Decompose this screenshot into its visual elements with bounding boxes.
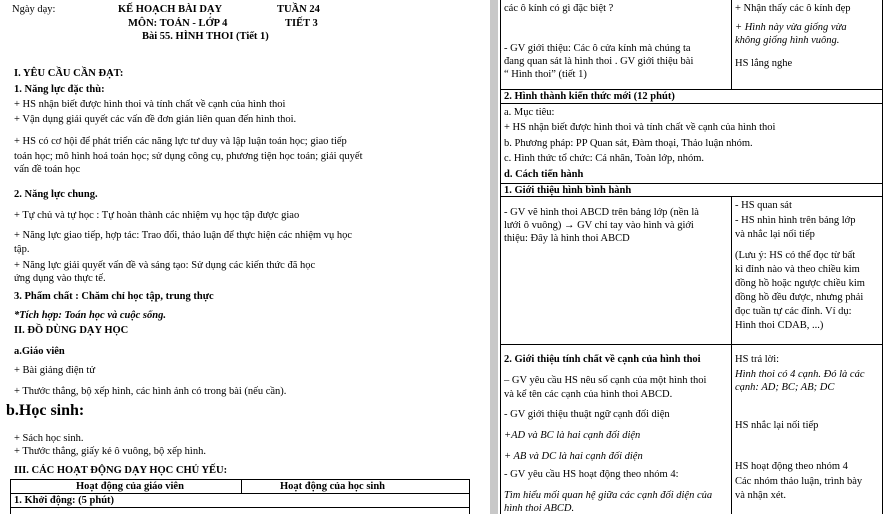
qualities-heading: 3. Phẩm chất : Chăm chỉ học tập, trung thực [14, 291, 214, 302]
specific-competence-heading: 1. Năng lực đặc thù: [14, 84, 105, 95]
text-line: + Bài giảng điện tử [14, 365, 96, 376]
table-header-student: Hoạt động của học sinh [280, 481, 386, 492]
student-materials-heading: b.Học sinh: [6, 402, 85, 419]
text-line: + HS nhận biết được hình thoi và tính chất về cạnh của hình thoi [504, 122, 776, 133]
text-line: b. Phương pháp: PP Quan sát, Đàm thoại, Thảo luận nhóm. [504, 138, 753, 149]
text-line: + Năng lực giải quyết vấn đề và sáng tạo: Sử dụng các kiến thức đã học [14, 260, 316, 271]
text-line: đang quan sát là hình thoi . GV giới thiệu bài [504, 56, 694, 67]
text-line: - HS quan sát [735, 200, 792, 211]
text-line: Các nhóm thảo luận, trình bày [735, 476, 863, 487]
text-line: HS trả lời: [735, 354, 780, 365]
table-border [500, 344, 882, 345]
text-line: + HS nhận biết được hình thoi và tính chất về cạnh của hình thoi [14, 99, 286, 110]
table-border [10, 493, 470, 494]
text-line: + Nhận thấy các ô kính đẹp [735, 3, 851, 14]
intro-rhombus-heading: 1. Giới thiệu hình bình hành [504, 185, 632, 196]
teacher-materials-heading: a.Giáo viên [14, 346, 65, 357]
text-line: – GV yêu cầu HS nêu số cạnh của một hình thoi [504, 375, 707, 386]
table-header-teacher: Hoạt động của giáo viên [76, 481, 184, 492]
text-line: + Hình này vừa giống vừa [735, 22, 847, 33]
integration-note: *Tích hợp: Toán học và cuộc sống. [14, 310, 166, 321]
table-border [731, 0, 732, 89]
lesson-plan-title: KẾ HOẠCH BÀI DẠY [118, 4, 223, 15]
text-line: tập. [14, 244, 30, 255]
text-line: các ô kính có gì đặc biệt ? [504, 3, 614, 14]
text-line: ứng dụng vào thực tế. [14, 273, 106, 284]
text-line: a. Mục tiêu: [504, 107, 555, 118]
table-border [500, 89, 882, 90]
general-competence-heading: 2. Năng lực chung. [14, 189, 98, 200]
text-line: HS nhắc lại nối tiếp [735, 420, 819, 431]
text-line: đồng hồ đều được, nhưng phải [735, 292, 864, 303]
procedure-heading: d. Cách tiến hành [504, 169, 584, 180]
table-border [731, 196, 732, 514]
text-line: + AB và DC là hai cạnh đối diện [504, 451, 643, 462]
text-line: thiệu: Đây là hình thoi ABCD [504, 233, 630, 244]
text-line: + Thước thẳng, giấy kẻ ô vuông, bộ xếp hình. [14, 446, 206, 457]
text-line: cạnh: AD; BC; AB; DC [735, 382, 835, 393]
text-line: Tìm hiểu mối quan hệ giữa các cạnh đối diện của [504, 490, 713, 501]
table-border [500, 103, 882, 104]
text-line: + Năng lực giao tiếp, hợp tác: Trao đổi, thảo luận để thực hiện các nhiệm vụ học [14, 230, 353, 241]
text-line: - HS nhìn hình trên bảng lớp [735, 215, 856, 226]
text-line: c. Hình thức tổ chức: Cá nhân, Toàn lớp, nhóm. [504, 153, 705, 164]
text-line: Hình thoi có 4 cạnh. Đó là các [735, 369, 865, 380]
text-line: toán học; mô hình hoá toán học; sử dụng công cụ, phương tiện học toán; giải quyết [14, 151, 363, 162]
week-label: TUẦN 24 [277, 4, 320, 15]
section-requirements-heading: I. YÊU CẦU CẦN ĐẠT: [14, 68, 124, 79]
text-line: - GV yêu cầu HS hoạt động theo nhóm 4: [504, 469, 679, 480]
table-border [500, 183, 882, 184]
text-line: + HS có cơ hội để phát triển các năng lực tư duy và lập luận toán học; giao tiếp [14, 136, 347, 147]
text-line: HS lắng nghe [735, 58, 793, 69]
text-line: không giống hình vuông. [735, 35, 840, 46]
right-page [498, 0, 883, 514]
table-border [241, 479, 242, 493]
text-line: vấn đề toán học [14, 164, 81, 175]
text-line: kì đỉnh nào và theo chiều kim [735, 264, 860, 275]
teaching-date-label: Ngày dạy: [12, 4, 56, 15]
text-line: và nhắc lại nối tiếp [735, 229, 815, 240]
text-line: + Sách học sinh. [14, 433, 84, 444]
text-line: và nhận xét. [735, 490, 787, 501]
warmup-row: 1. Khởi động: (5 phút) [14, 495, 115, 506]
text-line: đồng hồ hoặc ngược chiều kim [735, 278, 865, 289]
text-line: “ Hình thoi” (tiết 1) [504, 69, 587, 80]
section-materials-heading: II. ĐỒ DÙNG DẠY HỌC [14, 325, 129, 336]
rhombus-sides-heading: 2. Giới thiệu tính chất về cạnh của hình thoi [504, 354, 701, 365]
text-line: lưới ô vuông) → GV chỉ tay vào hình và giới [504, 220, 694, 231]
text-line: đọc tuần tự các đỉnh. Ví dụ: [735, 306, 852, 317]
subject-label: MÔN: TOÁN - LỚP 4 [128, 18, 228, 29]
text-line: hình thoi ABCD. [504, 503, 575, 514]
table-border [469, 479, 470, 514]
text-line: HS hoạt động theo nhóm 4 [735, 461, 848, 472]
lesson-title: Bài 55. HÌNH THOI (Tiết 1) [142, 31, 269, 42]
new-knowledge-heading: 2. Hình thành kiến thức mới (12 phút) [504, 91, 675, 102]
period-label: TIẾT 3 [285, 18, 318, 29]
table-border [500, 0, 501, 514]
text-line: - GV giới thiệu: Các ô cửa kính mà chúng ta [504, 43, 691, 54]
text-line: +AD và BC là hai cạnh đối diện [504, 430, 641, 441]
text-line: - GV giới thiệu thuật ngữ cạnh đối diện [504, 409, 670, 420]
table-border [10, 479, 470, 480]
text-line: (Lưu ý: HS có thể đọc từ bất [735, 250, 856, 261]
table-border [10, 479, 11, 514]
text-line: + Vận dụng giải quyết các vấn đề đơn giản liên quan đến hình thoi. [14, 114, 297, 125]
text-line: + Tự chủ và tự học : Tự hoàn thành các nhiệm vụ học tập được giao [14, 210, 300, 221]
text-line: - GV vẽ hình thoi ABCD trên bảng lớp (nền là [504, 207, 699, 218]
section-activities-heading: III. CÁC HOẠT ĐỘNG DẠY HỌC CHỦ YẾU: [14, 465, 228, 476]
text-line: + Thước thẳng, bộ xếp hình, các hình ảnh có trong bài (nếu cần). [14, 386, 287, 397]
table-border [10, 507, 470, 508]
text-line: Hình thoi CDAB, ...) [735, 320, 824, 331]
text-line: và kể tên các cạnh của hình thoi ABCD. [504, 389, 673, 400]
